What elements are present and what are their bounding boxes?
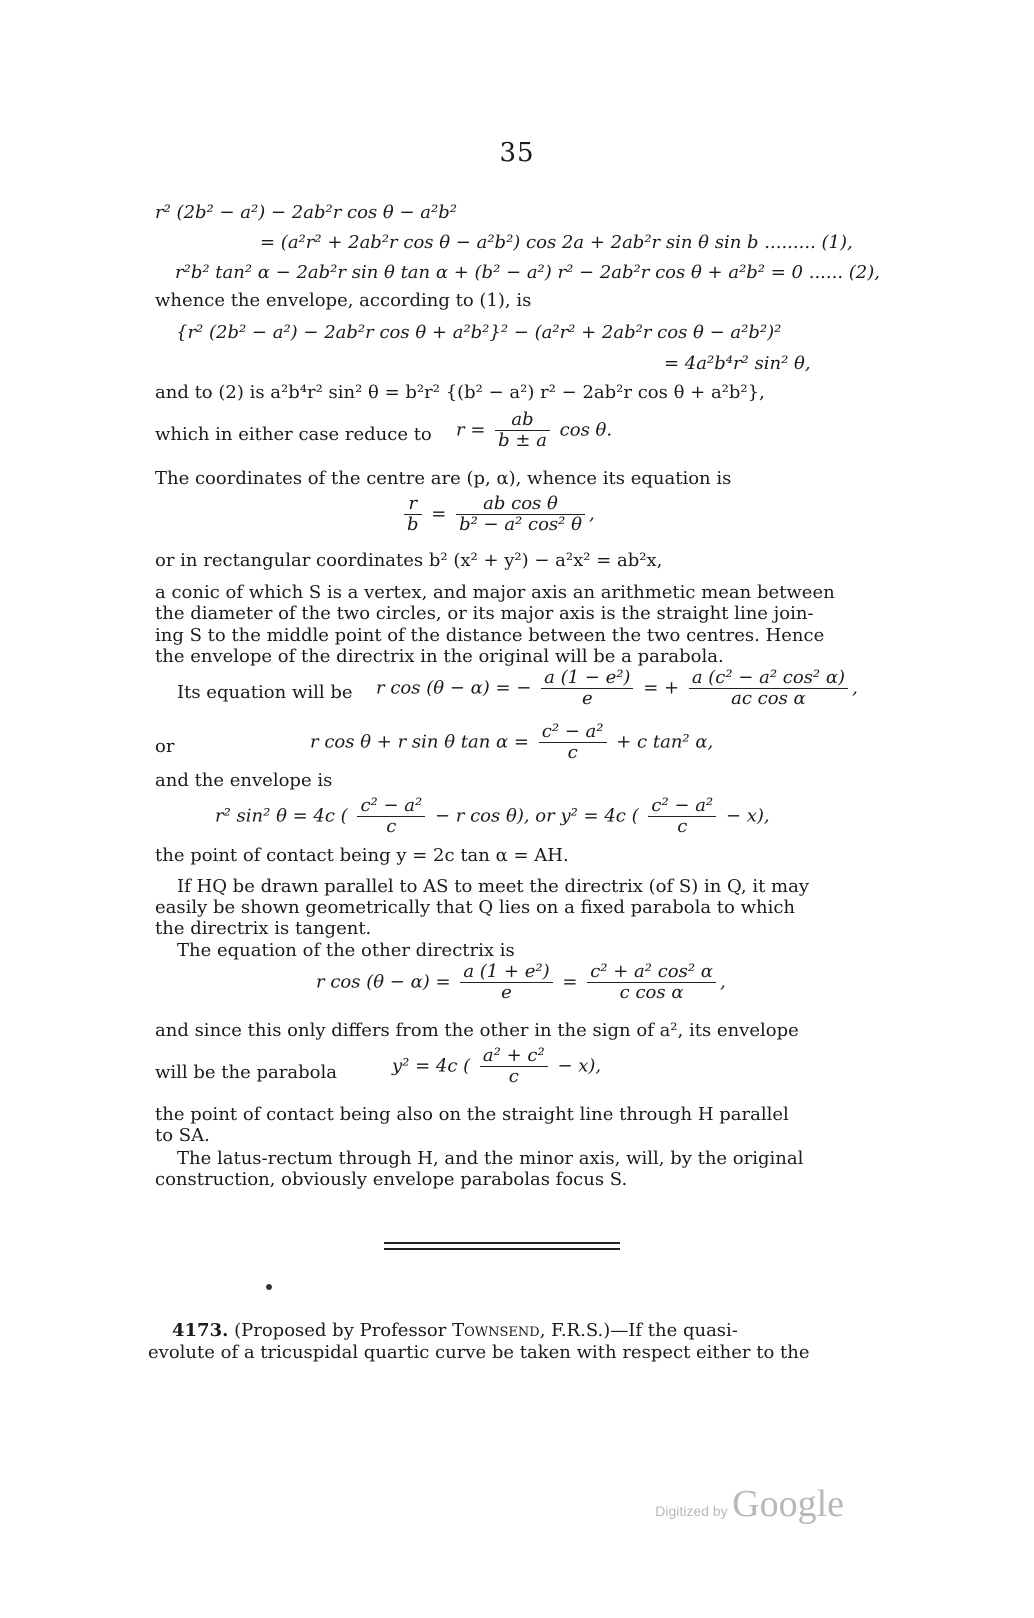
- numerator: c² − a²: [539, 722, 607, 743]
- eq-text: − r cos θ), or y² = 4c (: [434, 805, 639, 827]
- eq-text: r cos (θ − α) = −: [376, 677, 532, 699]
- fraction: [480, 1046, 548, 1087]
- fraction: [357, 796, 425, 837]
- proposer-name: Townsend: [452, 1320, 540, 1341]
- eq-text: cos θ.: [559, 419, 613, 441]
- text-line: and to (2) is a²b⁴r² sin² θ = b²r² {(b² − a²) r² − 2ab²r cos θ + a²b²},: [155, 382, 765, 403]
- equation-line: = 4a²b⁴r² sin² θ,: [664, 353, 811, 374]
- eq-text: − x),: [725, 805, 770, 827]
- denominator: b ± a: [498, 430, 547, 451]
- numerator: c² + a² cos² α: [587, 962, 716, 983]
- text-line: The coordinates of the centre are (p, α), whence its equation is: [155, 468, 732, 489]
- problem-number: 4173.: [172, 1320, 229, 1341]
- equation-other: r cos (θ − α) = $\frac{\text{a (1 + e²)}}{e}$ = $\frac{\text{c² + a² cos² α}}{\text{c cos α}}$ ,: [316, 961, 726, 1003]
- fraction: [587, 962, 716, 1003]
- watermark-logo: Google: [732, 1483, 844, 1525]
- fraction: [495, 410, 550, 451]
- numerator: c² − a²: [357, 796, 425, 817]
- text-line: easily be shown geometrically that Q lies on a fixed parabola to which: [155, 897, 796, 918]
- watermark-small: Digitized by: [655, 1503, 728, 1519]
- text-line: If HQ be drawn parallel to AS to meet the directrix (of S) in Q, it may: [177, 876, 810, 897]
- equation-line: {r² (2b² − a²) − 2ab²r cos θ + a²b²}² − (a²r² + 2ab²r cos θ − a²b²)²: [176, 322, 782, 343]
- numerator: a (c² − a² cos² α): [689, 668, 848, 689]
- denominator: e: [501, 982, 512, 1003]
- text-line: the point of contact being also on the straight line through H parallel: [155, 1104, 789, 1125]
- equation-reduce: [456, 410, 612, 451]
- text-line: the envelope of the directrix in the original will be a parabola.: [155, 646, 724, 667]
- text-line: or in rectangular coordinates b² (x² + y²) − a²x² = ab²x,: [155, 550, 663, 571]
- ink-dot: [266, 1284, 272, 1290]
- fraction: [541, 668, 633, 709]
- text-line: and the envelope is: [155, 770, 333, 791]
- text-line: or: [155, 736, 175, 757]
- eq-text: =: [562, 971, 578, 993]
- equation-line: = (a²r² + 2ab²r cos θ − a²b²) cos 2a + 2ab²r sin θ sin b ......... (1),: [260, 232, 853, 253]
- text-line: The latus-rectum through H, and the minor axis, will, by the original: [177, 1148, 804, 1169]
- numerator: a (1 − e²): [541, 668, 633, 689]
- text-line: and since this only differs from the other in the sign of a², its envelope: [155, 1020, 799, 1041]
- numerator: c² − a²: [648, 796, 716, 817]
- equation-line: r²b² tan² α − 2ab²r sin θ tan α + (b² − a²) r² − 2ab²r cos θ + a²b² = 0 ...... (2),: [175, 262, 880, 283]
- text-line: to SA.: [155, 1125, 210, 1146]
- text-line: will be the parabola: [155, 1062, 337, 1083]
- page-number: 35: [499, 138, 535, 168]
- denominator: b² − a² cos² θ: [459, 514, 582, 535]
- problem-text: , F.R.S.)—If the quasi-: [539, 1320, 738, 1341]
- numerator: ab cos θ: [456, 494, 585, 515]
- eq-text: r =: [456, 419, 486, 441]
- text-line: the directrix is tangent.: [155, 918, 372, 939]
- numerator: a (1 + e²): [460, 962, 552, 983]
- equation-its: r cos (θ − α) = − $\frac{\text{a (1 − e²)}}{e}$ = + $\frac{\text{a (c² − a² cos² α)}}{\text{ac cos α}}$ ,: [376, 667, 858, 709]
- text-line: ing S to the middle point of the distance between the two centres. Hence: [155, 625, 825, 646]
- denominator: b: [407, 514, 419, 535]
- text-line: The equation of the other directrix is: [177, 940, 515, 961]
- equation-envelope: [215, 796, 770, 837]
- denominator: c cos α: [619, 982, 684, 1003]
- denominator: e: [581, 688, 593, 709]
- eq-text: y² = 4c (: [392, 1055, 471, 1077]
- digitized-watermark: [655, 1482, 844, 1526]
- eq-text: r cos θ + r sin θ tan α =: [310, 731, 529, 753]
- problem-text: (Proposed by Professor: [234, 1320, 447, 1341]
- denominator: c: [677, 816, 688, 837]
- eq-text: = +: [643, 677, 680, 699]
- text-line: the point of contact being y = 2c tan α = AH.: [155, 845, 569, 866]
- numerator: ab: [495, 410, 550, 431]
- fraction: [689, 668, 848, 709]
- section-rule: [384, 1242, 620, 1244]
- equation-line: r² (2b² − a²) − 2ab²r cos θ − a²b²: [155, 202, 457, 223]
- eq-text: − x),: [557, 1055, 602, 1077]
- denominator: c: [567, 742, 578, 763]
- text-line: construction, obviously envelope parabolas focus S.: [155, 1169, 628, 1190]
- equation-or: [310, 722, 713, 763]
- problem-header: [172, 1320, 738, 1342]
- section-rule: [384, 1248, 620, 1250]
- eq-text: r cos (θ − α) =: [316, 971, 451, 993]
- fraction: [539, 722, 607, 763]
- fraction: [404, 494, 422, 535]
- text-line: a conic of which S is a vertex, and major axis an arithmetic mean between: [155, 582, 835, 603]
- numerator: r: [404, 494, 422, 515]
- fraction: [460, 962, 552, 1003]
- fraction: [456, 494, 585, 535]
- denominator: c: [386, 816, 397, 837]
- equation-parabola: [392, 1046, 601, 1087]
- text-line: the diameter of the two circles, or its major axis is the straight line join-: [155, 603, 814, 624]
- equation-centre: $\frac{r}{b}$ = $\frac{\text{ab cos θ}}{\text{b² − a² cos² θ}}$ ,: [400, 494, 595, 535]
- text-line: whence the envelope, according to (1), is: [155, 290, 532, 311]
- denominator: ac cos α: [731, 688, 806, 709]
- text-line: Its equation will be: [177, 682, 353, 703]
- text-line: evolute of a tricuspidal quartic curve be taken with respect either to the: [148, 1342, 810, 1363]
- eq-text: + c tan² α,: [616, 731, 714, 753]
- fraction: [648, 796, 716, 837]
- denominator: c: [508, 1066, 519, 1087]
- eq-text: r² sin² θ = 4c (: [215, 805, 348, 827]
- text-line: which in either case reduce to: [155, 424, 432, 445]
- numerator: a² + c²: [480, 1046, 548, 1067]
